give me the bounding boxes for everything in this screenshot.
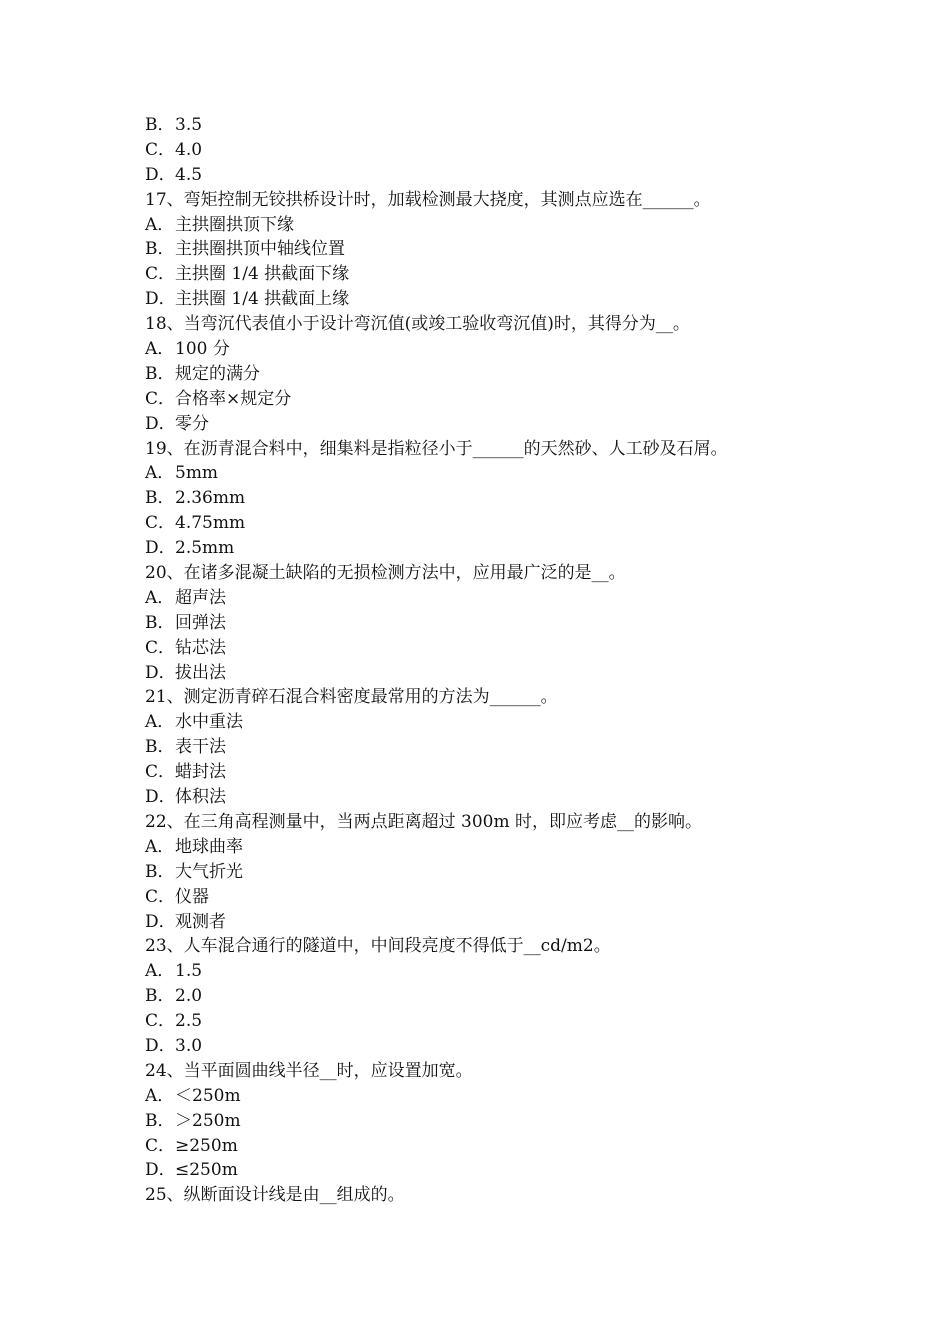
option-letter: C． bbox=[145, 388, 176, 409]
option-text: 体积法 bbox=[175, 787, 226, 808]
option-letter: A． bbox=[145, 961, 175, 982]
answer-option bbox=[145, 163, 825, 188]
option-text: 主拱圈 1/4 拱截面上缘 bbox=[175, 289, 350, 310]
option-text: 规定的满分 bbox=[175, 363, 260, 384]
option-text: 2.5 bbox=[175, 1011, 203, 1032]
option-letter: B． bbox=[145, 1110, 175, 1131]
answer-option bbox=[145, 710, 825, 735]
option-letter: C． bbox=[145, 264, 176, 285]
answer-option bbox=[145, 1009, 825, 1034]
option-letter: D． bbox=[145, 1160, 176, 1181]
option-letter: B． bbox=[145, 986, 175, 1007]
option-letter: A． bbox=[145, 463, 175, 484]
option-text: 零分 bbox=[175, 413, 209, 434]
option-letter: D． bbox=[145, 911, 176, 932]
answer-option bbox=[145, 1084, 825, 1109]
answer-option bbox=[145, 337, 825, 362]
question-text: 22、在三角高程测量中，当两点距离超过 300m 时，即应考虑__的影响。 bbox=[145, 811, 703, 832]
answer-option bbox=[145, 611, 825, 636]
option-letter: A． bbox=[145, 712, 175, 733]
option-letter: D． bbox=[145, 662, 176, 683]
option-letter: B． bbox=[145, 737, 175, 758]
answer-option bbox=[145, 1109, 825, 1134]
answer-option bbox=[145, 237, 825, 262]
document-page bbox=[145, 113, 825, 1208]
answer-option bbox=[145, 1158, 825, 1183]
option-text: 3.0 bbox=[175, 1035, 203, 1056]
option-letter: A． bbox=[145, 1085, 175, 1106]
option-text: 观测者 bbox=[175, 911, 226, 932]
answer-option bbox=[145, 785, 825, 810]
option-letter: B． bbox=[145, 861, 175, 882]
option-text: 超声法 bbox=[175, 587, 226, 608]
option-text: 拔出法 bbox=[175, 662, 226, 683]
option-text: 4.5 bbox=[175, 164, 203, 185]
answer-option bbox=[145, 511, 825, 536]
option-text: ≥250m bbox=[175, 1135, 238, 1156]
option-letter: B． bbox=[145, 488, 175, 509]
question-text: 24、当平面圆曲线半径__时，应设置加宽。 bbox=[145, 1060, 473, 1081]
option-letter: B． bbox=[145, 239, 175, 260]
answer-option bbox=[145, 1134, 825, 1159]
option-letter: D． bbox=[145, 538, 176, 559]
answer-option bbox=[145, 536, 825, 561]
option-text: 1.5 bbox=[175, 961, 203, 982]
option-letter: C． bbox=[145, 513, 176, 534]
option-text: 水中重法 bbox=[175, 712, 243, 733]
option-text: 合格率×规定分 bbox=[175, 388, 292, 409]
answer-option bbox=[145, 959, 825, 984]
question-text: 23、人车混合通行的隧道中，中间段亮度不得低于__cd/m2。 bbox=[145, 936, 611, 957]
option-letter: A． bbox=[145, 214, 175, 235]
answer-option bbox=[145, 362, 825, 387]
option-letter: C． bbox=[145, 1011, 176, 1032]
option-letter: A． bbox=[145, 587, 175, 608]
option-letter: C． bbox=[145, 1135, 176, 1156]
option-text: 2.0 bbox=[175, 986, 203, 1007]
answer-option bbox=[145, 835, 825, 860]
option-letter: C． bbox=[145, 886, 176, 907]
answer-option bbox=[145, 735, 825, 760]
option-text: 地球曲率 bbox=[175, 836, 243, 857]
option-text: ＞250m bbox=[175, 1110, 241, 1131]
option-text: ＜250m bbox=[175, 1085, 241, 1106]
option-text: 表干法 bbox=[175, 737, 226, 758]
answer-option bbox=[145, 412, 825, 437]
option-letter: C． bbox=[145, 139, 176, 160]
question-text: 20、在诸多混凝土缺陷的无损检测方法中，应用最广泛的是__。 bbox=[145, 563, 626, 584]
answer-option bbox=[145, 113, 825, 138]
answer-option bbox=[145, 586, 825, 611]
option-text: 蜡封法 bbox=[175, 762, 226, 783]
option-letter: D． bbox=[145, 164, 176, 185]
question-text: 25、纵断面设计线是由__组成的。 bbox=[145, 1185, 405, 1206]
answer-option bbox=[145, 636, 825, 661]
option-text: 3.5 bbox=[175, 115, 203, 135]
answer-option bbox=[145, 138, 825, 163]
option-text: 主拱圈拱顶中轴线位置 bbox=[175, 239, 345, 260]
question-text: 21、测定沥青碎石混合料密度最常用的方法为______。 bbox=[145, 687, 558, 708]
question-text: 17、弯矩控制无铰拱桥设计时，加载检测最大挠度，其测点应选在______。 bbox=[145, 189, 711, 210]
answer-option bbox=[145, 860, 825, 885]
option-letter: A． bbox=[145, 836, 175, 857]
option-text: 2.5mm bbox=[175, 538, 235, 559]
option-letter: D． bbox=[145, 1035, 176, 1056]
answer-option bbox=[145, 213, 825, 238]
answer-option bbox=[145, 387, 825, 412]
option-text: 主拱圈 1/4 拱截面下缘 bbox=[175, 264, 350, 285]
option-letter: A． bbox=[145, 339, 175, 360]
option-text: 主拱圈拱顶下缘 bbox=[175, 214, 294, 235]
option-text: 4.0 bbox=[175, 139, 203, 160]
option-text: 4.75mm bbox=[175, 513, 246, 534]
answer-option bbox=[145, 486, 825, 511]
question-text: 19、在沥青混合料中，细集料是指粒径小于______的天然砂、人工砂及石屑。 bbox=[145, 438, 728, 459]
option-letter: B． bbox=[145, 115, 175, 135]
option-text: 100 分 bbox=[175, 339, 230, 360]
question-text: 18、当弯沉代表值小于设计弯沉值(或竣工验收弯沉值)时，其得分为__。 bbox=[145, 314, 690, 335]
answer-option bbox=[145, 661, 825, 686]
answer-option bbox=[145, 287, 825, 312]
option-text: 大气折光 bbox=[175, 861, 243, 882]
option-letter: D． bbox=[145, 413, 176, 434]
option-text: 2.36mm bbox=[175, 488, 246, 509]
option-text: 5mm bbox=[175, 463, 219, 484]
option-text: ≤250m bbox=[175, 1160, 238, 1181]
option-letter: B． bbox=[145, 612, 175, 633]
option-letter: C． bbox=[145, 762, 176, 783]
answer-option bbox=[145, 760, 825, 785]
option-text: 回弹法 bbox=[175, 612, 226, 633]
answer-option bbox=[145, 1034, 825, 1059]
option-text: 钻芯法 bbox=[175, 637, 226, 658]
option-letter: D． bbox=[145, 787, 176, 808]
option-text: 仪器 bbox=[175, 886, 209, 907]
answer-option bbox=[145, 984, 825, 1009]
option-letter: B． bbox=[145, 363, 175, 384]
option-letter: D． bbox=[145, 289, 176, 310]
answer-option bbox=[145, 461, 825, 486]
answer-option bbox=[145, 910, 825, 935]
answer-option bbox=[145, 885, 825, 910]
answer-option bbox=[145, 262, 825, 287]
option-letter: C． bbox=[145, 637, 176, 658]
